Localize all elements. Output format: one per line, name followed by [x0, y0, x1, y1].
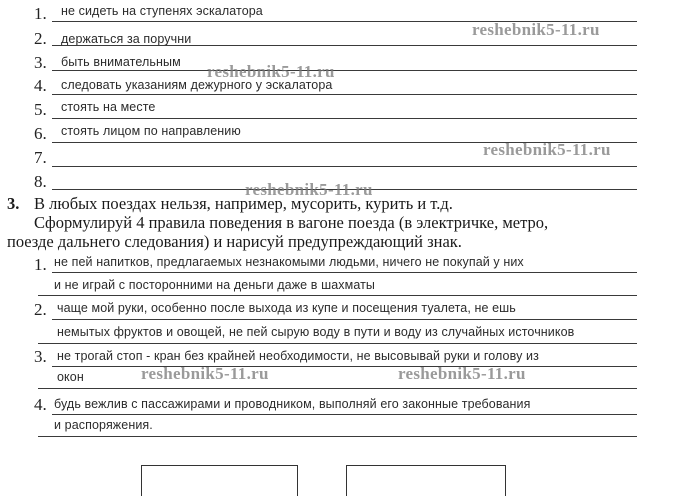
list1-num-7: 7. [34, 148, 47, 167]
list1-answer-3: быть внимательным [61, 55, 181, 69]
list1-num-4: 4. [34, 76, 47, 95]
watermark: reshebnik5-11.ru [141, 364, 269, 383]
sign-drawing-box [141, 465, 298, 496]
answer-line [52, 414, 637, 415]
task-text-line-1: В любых поездах нельзя, например, мусорить, курить и т.д. [34, 194, 453, 213]
list1-answer-4: следовать указаниям дежурного у эскалатора [61, 78, 333, 92]
task-text-line-3: поезде дальнего следования) и нарисуй предупреждающий знак. [7, 232, 462, 251]
list2-answer-4-line-2: и распоряжения. [54, 418, 153, 432]
list2-num-1: 1. [34, 255, 47, 274]
list2-answer-3-line-2: окон [57, 370, 84, 384]
list2-answer-3-line-1: не трогай стоп - кран без крайней необходимости, не высовывай руки и голову из [57, 349, 539, 363]
list2-num-2: 2. [34, 300, 47, 319]
list2-answer-2-line-2: немытых фруктов и овощей, не пей сырую воду в пути и воду из случайных источников [57, 325, 575, 339]
answer-line [52, 70, 637, 71]
list1-num-1: 1. [34, 4, 47, 23]
list2-num-4: 4. [34, 395, 47, 414]
answer-line [52, 94, 637, 95]
list1-num-2: 2. [34, 29, 47, 48]
watermark: reshebnik5-11.ru [483, 140, 611, 159]
watermark: reshebnik5-11.ru [398, 364, 526, 383]
answer-line [38, 343, 637, 344]
answer-line [38, 436, 637, 437]
list2-answer-2-line-1: чаще мой руки, особенно после выхода из купе и посещения туалета, не ешь [57, 301, 516, 315]
answer-line [52, 272, 637, 273]
answer-line [52, 45, 637, 46]
list2-num-3: 3. [34, 347, 47, 366]
sign-drawing-box [346, 465, 506, 496]
list1-num-6: 6. [34, 124, 47, 143]
task-text-line-2: Сформулируй 4 правила поведения в вагоне поезда (в электричке, метро, [34, 213, 549, 232]
answer-line [52, 166, 637, 167]
answer-line [52, 319, 637, 320]
list1-answer-6: стоять лицом по направлению [61, 124, 241, 138]
list1-answer-1: не сидеть на ступенях эскалатора [61, 4, 263, 18]
list1-num-8: 8. [34, 172, 47, 191]
answer-line [38, 295, 637, 296]
watermark: reshebnik5-11.ru [472, 20, 600, 39]
list1-answer-2: держаться за поручни [61, 32, 192, 46]
watermark: reshebnik5-11.ru [207, 62, 335, 81]
list2-answer-1-line-1: не пей напитков, предлагаемых незнакомыми людьми, ничего не покупай у них [54, 255, 524, 269]
answer-line [52, 118, 637, 119]
watermark: reshebnik5-11.ru [245, 180, 373, 199]
answer-line [52, 366, 637, 367]
list2-answer-4-line-1: будь вежлив с пассажирами и проводником, выполняй его законные требования [54, 397, 531, 411]
list2-answer-1-line-2: и не играй с посторонними на деньги даже в шахматы [54, 278, 376, 292]
task-number: 3. [7, 194, 20, 213]
answer-line [38, 388, 637, 389]
list1-num-5: 5. [34, 100, 47, 119]
list1-answer-5: стоять на месте [61, 100, 156, 114]
list1-num-3: 3. [34, 53, 47, 72]
